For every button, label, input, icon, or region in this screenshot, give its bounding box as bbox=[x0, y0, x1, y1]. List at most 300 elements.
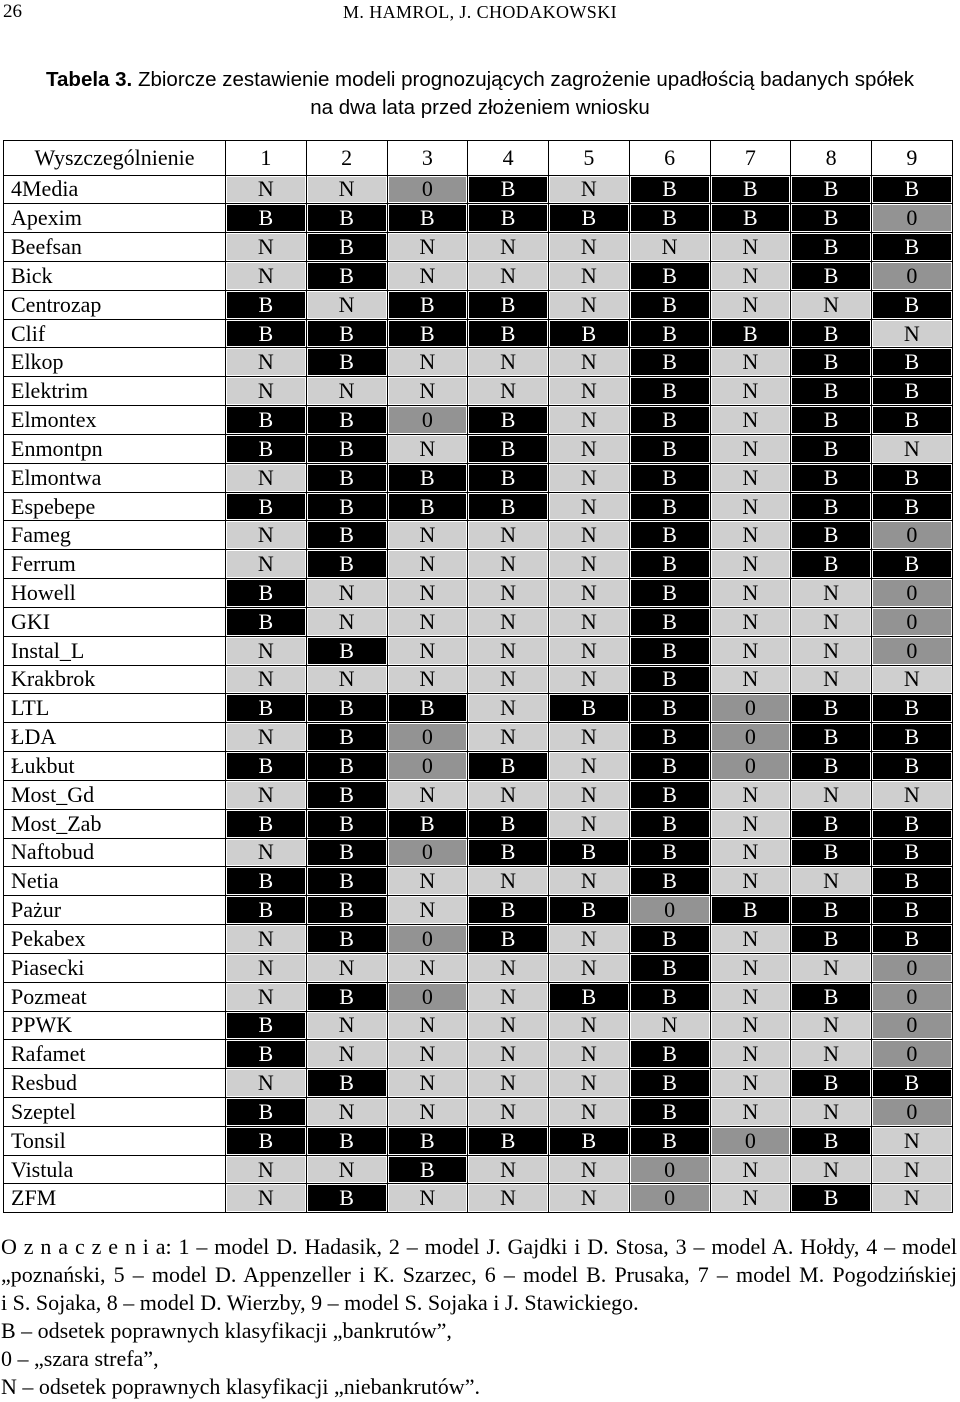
table-cell: B bbox=[791, 233, 872, 262]
table-cell: N bbox=[791, 1040, 872, 1069]
table-cell: N bbox=[791, 781, 872, 810]
row-label: Instal_L bbox=[4, 637, 226, 666]
table-cell: B bbox=[872, 550, 953, 579]
table-cell: N bbox=[872, 1156, 953, 1185]
table-cell: N bbox=[307, 1098, 388, 1127]
table-cell: B bbox=[791, 1184, 872, 1213]
row-label: Most_Zab bbox=[4, 810, 226, 839]
page-number: 26 bbox=[3, 1, 22, 22]
table-cell: B bbox=[872, 291, 953, 320]
row-label: Resbud bbox=[4, 1069, 226, 1098]
table-cell: N bbox=[711, 348, 792, 377]
column-header-model: 6 bbox=[630, 141, 711, 176]
table-cell: N bbox=[468, 1156, 549, 1185]
table-cell: N bbox=[226, 550, 307, 579]
table-cell: N bbox=[791, 608, 872, 637]
table-cell: N bbox=[549, 867, 630, 896]
table-cell: N bbox=[307, 579, 388, 608]
table-cell: 0 bbox=[711, 723, 792, 752]
table-cell: B bbox=[630, 752, 711, 781]
table-cell: N bbox=[307, 608, 388, 637]
table-cell: B bbox=[468, 291, 549, 320]
table-cell: B bbox=[468, 896, 549, 925]
table-cell: B bbox=[226, 579, 307, 608]
table-cell: B bbox=[307, 1127, 388, 1156]
table-cell: N bbox=[226, 983, 307, 1012]
table-cell: N bbox=[226, 521, 307, 550]
table-cell: B bbox=[872, 493, 953, 522]
table-cell: N bbox=[307, 1156, 388, 1185]
table-cell: N bbox=[307, 291, 388, 320]
table-cell: B bbox=[307, 233, 388, 262]
table-cell: B bbox=[630, 1098, 711, 1127]
table-cell: B bbox=[307, 406, 388, 435]
table-cell: N bbox=[226, 637, 307, 666]
table-cell: B bbox=[630, 176, 711, 205]
table-cell: N bbox=[549, 1184, 630, 1213]
table-cell: B bbox=[630, 550, 711, 579]
table-cell: B bbox=[468, 464, 549, 493]
running-title: M. HAMROL, J. CHODAKOWSKI bbox=[342, 2, 617, 22]
table-cell: B bbox=[872, 694, 953, 723]
caption-line-2: na dwa lata przed złożeniem wniosku bbox=[310, 96, 650, 119]
table-cell: N bbox=[388, 262, 469, 291]
table-cell: B bbox=[711, 320, 792, 349]
table-cell: N bbox=[711, 1098, 792, 1127]
table-cell: B bbox=[630, 579, 711, 608]
table-cell: B bbox=[226, 694, 307, 723]
column-header-model: 4 bbox=[468, 141, 549, 176]
table-cell: N bbox=[711, 1156, 792, 1185]
table-cell: B bbox=[468, 925, 549, 954]
table-cell: 0 bbox=[711, 752, 792, 781]
table-cell: N bbox=[307, 377, 388, 406]
table-cell: B bbox=[226, 810, 307, 839]
row-label: 4Media bbox=[4, 176, 226, 205]
table-cell: N bbox=[711, 550, 792, 579]
row-label: Bick bbox=[4, 262, 226, 291]
row-label: GKI bbox=[4, 608, 226, 637]
row-label: Elmontwa bbox=[4, 464, 226, 493]
table-cell: B bbox=[307, 637, 388, 666]
table-cell: B bbox=[791, 983, 872, 1012]
table-cell: N bbox=[226, 262, 307, 291]
table-cell: B bbox=[226, 1098, 307, 1127]
table-cell: N bbox=[307, 1040, 388, 1069]
table-cell: B bbox=[630, 406, 711, 435]
table-cell: B bbox=[630, 637, 711, 666]
table-cell: B bbox=[630, 925, 711, 954]
table-label: Tabela 3. bbox=[46, 68, 133, 91]
table-cell: 0 bbox=[872, 954, 953, 983]
table-cell: N bbox=[549, 262, 630, 291]
row-label: Apexim bbox=[4, 204, 226, 233]
table-cell: N bbox=[711, 637, 792, 666]
table-cell: 0 bbox=[872, 204, 953, 233]
table-cell: B bbox=[791, 550, 872, 579]
table-cell: N bbox=[711, 521, 792, 550]
column-header-model: 9 bbox=[872, 141, 953, 176]
table-cell: B bbox=[791, 377, 872, 406]
table-cell: B bbox=[307, 204, 388, 233]
table-cell: N bbox=[791, 291, 872, 320]
table-cell: N bbox=[549, 550, 630, 579]
table-cell: B bbox=[791, 896, 872, 925]
table-cell: N bbox=[388, 435, 469, 464]
table-cell: B bbox=[226, 320, 307, 349]
table-cell: N bbox=[549, 493, 630, 522]
table-cell: N bbox=[468, 694, 549, 723]
table-cell: B bbox=[630, 608, 711, 637]
table-cell: B bbox=[630, 694, 711, 723]
table-cell: N bbox=[468, 550, 549, 579]
row-label: Pozmeat bbox=[4, 983, 226, 1012]
table-cell: N bbox=[468, 233, 549, 262]
table-cell: B bbox=[468, 435, 549, 464]
note-line-models-1: O z n a c z e n i a: 1 – model D. Hadasik, 2 – model J. Gajdki i D. Stosa, 3 – model A. Hołdy, 4 – model bbox=[1, 1234, 957, 1259]
table-cell: B bbox=[226, 752, 307, 781]
table-cell: N bbox=[711, 493, 792, 522]
table-cell: N bbox=[388, 867, 469, 896]
table-cell: N bbox=[226, 781, 307, 810]
row-label: Naftobud bbox=[4, 839, 226, 868]
table-cell: B bbox=[226, 291, 307, 320]
table-cell: B bbox=[307, 781, 388, 810]
table-cell: 0 bbox=[388, 983, 469, 1012]
table-cell: N bbox=[549, 579, 630, 608]
table-cell: N bbox=[711, 377, 792, 406]
row-label: Elkop bbox=[4, 348, 226, 377]
table-cell: B bbox=[307, 867, 388, 896]
row-label: Vistula bbox=[4, 1156, 226, 1185]
table-cell: 0 bbox=[388, 752, 469, 781]
table-cell: N bbox=[630, 1012, 711, 1041]
table-cell: B bbox=[791, 723, 872, 752]
table-cell: N bbox=[791, 1156, 872, 1185]
table-cell: B bbox=[307, 983, 388, 1012]
table-cell: B bbox=[226, 608, 307, 637]
table-cell: 0 bbox=[630, 896, 711, 925]
table-cell: B bbox=[307, 464, 388, 493]
table-cell: B bbox=[791, 176, 872, 205]
table-cell: N bbox=[549, 954, 630, 983]
table-cell: 0 bbox=[630, 1184, 711, 1213]
table-cell: B bbox=[226, 896, 307, 925]
table-cell: N bbox=[549, 1012, 630, 1041]
table-cell: 0 bbox=[711, 694, 792, 723]
table-cell: N bbox=[307, 176, 388, 205]
table-cell: B bbox=[791, 925, 872, 954]
table-cell: B bbox=[630, 521, 711, 550]
table-cell: N bbox=[791, 954, 872, 983]
table-cell: B bbox=[388, 320, 469, 349]
table-cell: B bbox=[307, 723, 388, 752]
row-label: Elektrim bbox=[4, 377, 226, 406]
table-cell: 0 bbox=[872, 1012, 953, 1041]
table-cell: B bbox=[307, 521, 388, 550]
table-cell: 0 bbox=[388, 925, 469, 954]
row-label: LTL bbox=[4, 694, 226, 723]
table-cell: N bbox=[711, 839, 792, 868]
table-cell: B bbox=[791, 435, 872, 464]
table-cell: B bbox=[468, 839, 549, 868]
row-label: Rafamet bbox=[4, 1040, 226, 1069]
table-cell: N bbox=[872, 781, 953, 810]
table-cell: B bbox=[791, 810, 872, 839]
table-cell: N bbox=[388, 608, 469, 637]
column-header-model: 5 bbox=[549, 141, 630, 176]
table-cell: N bbox=[872, 1184, 953, 1213]
table-cell: B bbox=[468, 1127, 549, 1156]
table-cell: B bbox=[791, 262, 872, 291]
table-cell: N bbox=[468, 1069, 549, 1098]
table-cell: B bbox=[307, 752, 388, 781]
table-cell: N bbox=[711, 781, 792, 810]
table-cell: B bbox=[630, 493, 711, 522]
table-cell: N bbox=[307, 1012, 388, 1041]
table-cell: B bbox=[549, 839, 630, 868]
table-cell: B bbox=[630, 1127, 711, 1156]
table-cell: N bbox=[226, 925, 307, 954]
table-cell: B bbox=[226, 204, 307, 233]
table-cell: N bbox=[468, 637, 549, 666]
table-cell: N bbox=[711, 406, 792, 435]
table-cell: B bbox=[630, 810, 711, 839]
table-cell: B bbox=[630, 262, 711, 291]
table-cell: N bbox=[791, 867, 872, 896]
row-label: Piasecki bbox=[4, 954, 226, 983]
table-cell: 0 bbox=[388, 723, 469, 752]
table-cell: N bbox=[388, 781, 469, 810]
table-cell: N bbox=[388, 348, 469, 377]
table-cell: B bbox=[791, 464, 872, 493]
row-label: Enmontpn bbox=[4, 435, 226, 464]
row-label: PPWK bbox=[4, 1012, 226, 1041]
table-cell: N bbox=[468, 723, 549, 752]
table-cell: N bbox=[549, 752, 630, 781]
table-caption bbox=[0, 66, 960, 122]
table-cell: B bbox=[630, 1040, 711, 1069]
table-cell: N bbox=[468, 608, 549, 637]
table-cell: N bbox=[549, 925, 630, 954]
table-cell: B bbox=[791, 521, 872, 550]
table-cell: B bbox=[630, 954, 711, 983]
table-cell: N bbox=[711, 608, 792, 637]
table-cell: N bbox=[468, 1040, 549, 1069]
table-cell: B bbox=[468, 752, 549, 781]
table-cell: B bbox=[630, 666, 711, 695]
table-cell: N bbox=[711, 954, 792, 983]
table-cell: N bbox=[711, 810, 792, 839]
table-cell: B bbox=[226, 867, 307, 896]
column-header-model: 1 bbox=[226, 141, 307, 176]
table-cell: N bbox=[549, 176, 630, 205]
table-cell: B bbox=[468, 204, 549, 233]
table-cell: N bbox=[549, 1098, 630, 1127]
table-cell: N bbox=[549, 406, 630, 435]
table-cell: N bbox=[549, 608, 630, 637]
row-label: Krakbrok bbox=[4, 666, 226, 695]
table-cell: N bbox=[468, 1098, 549, 1127]
table-cell: N bbox=[549, 666, 630, 695]
table-cell: N bbox=[872, 666, 953, 695]
caption-line-1 bbox=[0, 66, 960, 94]
table-cell: 0 bbox=[872, 637, 953, 666]
table-cell: 0 bbox=[872, 983, 953, 1012]
table-cell: N bbox=[307, 666, 388, 695]
table-cell: B bbox=[791, 204, 872, 233]
table-cell: N bbox=[711, 262, 792, 291]
table-cell: B bbox=[711, 176, 792, 205]
column-header-model: 8 bbox=[791, 141, 872, 176]
row-label: Netia bbox=[4, 867, 226, 896]
table-cell: B bbox=[388, 291, 469, 320]
table-cell: B bbox=[307, 839, 388, 868]
table-cell: B bbox=[307, 435, 388, 464]
table-cell: N bbox=[549, 637, 630, 666]
table-cell: B bbox=[388, 1127, 469, 1156]
table-cell: N bbox=[549, 291, 630, 320]
table-cell: B bbox=[388, 464, 469, 493]
row-label: Pekabex bbox=[4, 925, 226, 954]
row-label: Beefsan bbox=[4, 233, 226, 262]
table-cell: 0 bbox=[872, 1040, 953, 1069]
row-label: ZFM bbox=[4, 1184, 226, 1213]
table-cell: N bbox=[549, 435, 630, 464]
table-cell: B bbox=[630, 867, 711, 896]
table-cell: N bbox=[468, 1012, 549, 1041]
table-cell: N bbox=[711, 1040, 792, 1069]
table-cell: N bbox=[388, 1069, 469, 1098]
table-cell: N bbox=[468, 1184, 549, 1213]
table-cell: N bbox=[711, 291, 792, 320]
table-cell: B bbox=[468, 406, 549, 435]
table-cell: B bbox=[226, 493, 307, 522]
table-cell: N bbox=[226, 233, 307, 262]
row-label: Ferrum bbox=[4, 550, 226, 579]
table-cell: N bbox=[549, 1069, 630, 1098]
table-cell: 0 bbox=[872, 1098, 953, 1127]
table-cell: N bbox=[388, 521, 469, 550]
table-cell: N bbox=[388, 1184, 469, 1213]
row-label: Howell bbox=[4, 579, 226, 608]
table-cell: N bbox=[468, 983, 549, 1012]
table-cell: B bbox=[549, 320, 630, 349]
row-label: Tonsil bbox=[4, 1127, 226, 1156]
table-cell: N bbox=[872, 320, 953, 349]
table-cell: 0 bbox=[388, 839, 469, 868]
row-label: ŁDA bbox=[4, 723, 226, 752]
table-cell: B bbox=[630, 348, 711, 377]
table-cell: N bbox=[388, 954, 469, 983]
table-cell: 0 bbox=[388, 176, 469, 205]
caption-title: Zbiorcze zestawienie modeli prognozujących zagrożenie upadłością badanych spółek bbox=[137, 68, 914, 91]
table-cell: B bbox=[872, 839, 953, 868]
table-cell: N bbox=[791, 637, 872, 666]
table-cell: N bbox=[549, 233, 630, 262]
table-notes bbox=[1, 1233, 957, 1401]
table-cell: B bbox=[307, 896, 388, 925]
table-cell: B bbox=[630, 723, 711, 752]
table-cell: N bbox=[468, 954, 549, 983]
table-cell: N bbox=[711, 464, 792, 493]
table-cell: N bbox=[226, 954, 307, 983]
table-cell: N bbox=[226, 839, 307, 868]
table-cell: B bbox=[388, 810, 469, 839]
table-cell: B bbox=[549, 1127, 630, 1156]
table-cell: B bbox=[872, 233, 953, 262]
table-cell: B bbox=[791, 406, 872, 435]
table-cell: N bbox=[711, 983, 792, 1012]
table-cell: N bbox=[388, 233, 469, 262]
row-label: Elmontex bbox=[4, 406, 226, 435]
table-cell: N bbox=[226, 1184, 307, 1213]
table-cell: B bbox=[872, 464, 953, 493]
table-cell: N bbox=[549, 521, 630, 550]
table-cell: B bbox=[549, 983, 630, 1012]
table-cell: N bbox=[468, 521, 549, 550]
table-cell: N bbox=[388, 896, 469, 925]
column-header-model: 3 bbox=[388, 141, 469, 176]
table-cell: N bbox=[226, 666, 307, 695]
table-cell: B bbox=[307, 348, 388, 377]
table-cell: B bbox=[307, 694, 388, 723]
table-cell: N bbox=[549, 810, 630, 839]
table-cell: N bbox=[791, 1098, 872, 1127]
table-cell: N bbox=[388, 637, 469, 666]
table-cell: B bbox=[630, 204, 711, 233]
table-cell: B bbox=[872, 406, 953, 435]
table-cell: B bbox=[307, 550, 388, 579]
table-cell: B bbox=[791, 348, 872, 377]
table-cell: B bbox=[307, 925, 388, 954]
table-cell: N bbox=[468, 348, 549, 377]
table-cell: N bbox=[468, 377, 549, 406]
table-cell: N bbox=[468, 666, 549, 695]
table-cell: B bbox=[872, 377, 953, 406]
table-cell: N bbox=[791, 1012, 872, 1041]
table-cell: N bbox=[711, 1184, 792, 1213]
table-cell: N bbox=[226, 377, 307, 406]
table-cell: B bbox=[872, 176, 953, 205]
table-cell: N bbox=[388, 377, 469, 406]
table-cell: N bbox=[388, 666, 469, 695]
table-cell: B bbox=[630, 1069, 711, 1098]
table-cell: N bbox=[872, 1127, 953, 1156]
table-cell: N bbox=[226, 464, 307, 493]
table-cell: B bbox=[226, 435, 307, 464]
table-cell: B bbox=[307, 1184, 388, 1213]
table-cell: B bbox=[630, 291, 711, 320]
table-cell: B bbox=[791, 1127, 872, 1156]
table-cell: 0 bbox=[872, 608, 953, 637]
table-cell: N bbox=[468, 867, 549, 896]
table-cell: B bbox=[388, 1156, 469, 1185]
table-cell: B bbox=[307, 320, 388, 349]
table-cell: 0 bbox=[630, 1156, 711, 1185]
table-cell: B bbox=[226, 1127, 307, 1156]
table-cell: B bbox=[226, 1012, 307, 1041]
table-cell: B bbox=[468, 810, 549, 839]
table-cell: B bbox=[630, 435, 711, 464]
table-cell: B bbox=[791, 839, 872, 868]
table-cell: B bbox=[307, 262, 388, 291]
table-cell: B bbox=[307, 493, 388, 522]
table-cell: N bbox=[549, 1156, 630, 1185]
table-cell: B bbox=[388, 493, 469, 522]
table-cell: B bbox=[630, 464, 711, 493]
table-cell: B bbox=[388, 694, 469, 723]
